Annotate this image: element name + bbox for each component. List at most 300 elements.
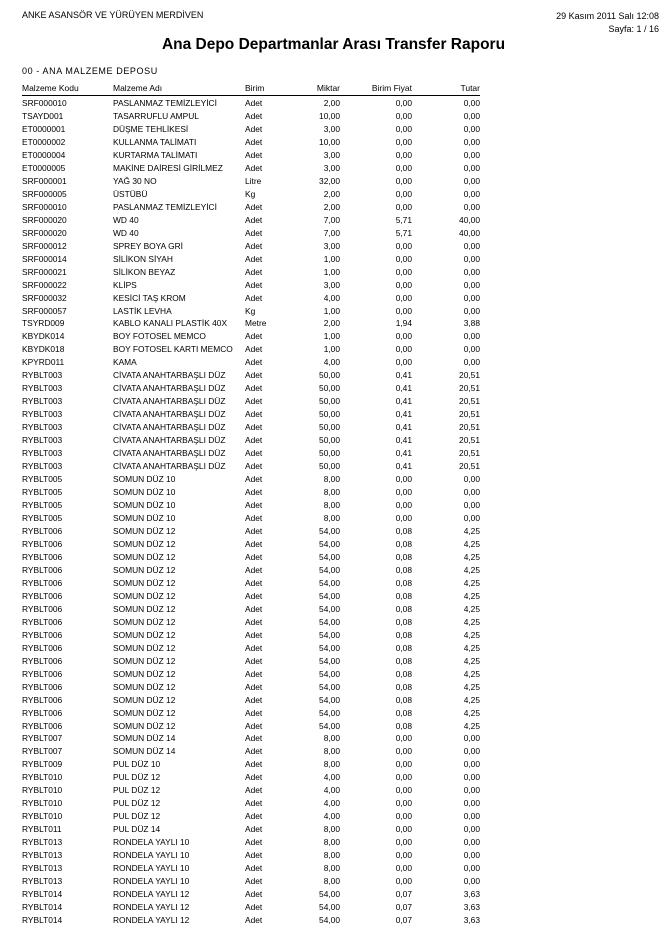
material-code-cell: RYBLT005 [22, 500, 63, 511]
quantity-cell: 8,00 [323, 837, 340, 848]
total-cell: 0,00 [463, 266, 480, 277]
quantity-cell: 54,00 [319, 720, 340, 731]
quantity-cell: 54,00 [319, 668, 340, 679]
unit-price-cell: 0,07 [395, 915, 412, 926]
total-cell: 3,63 [463, 902, 480, 913]
unit-price-cell: 0,00 [395, 305, 412, 316]
quantity-cell: 50,00 [319, 461, 340, 472]
material-name-cell: SOMUN DÜZ 12 [113, 629, 176, 640]
material-name-cell: SOMUN DÜZ 12 [113, 525, 176, 536]
quantity-cell: 8,00 [323, 733, 340, 744]
material-code-cell: RYBLT006 [22, 525, 63, 536]
table-row [22, 369, 480, 382]
unit-price-cell: 0,00 [395, 837, 412, 848]
total-cell: 0,00 [463, 344, 480, 355]
material-name-cell: SOMUN DÜZ 12 [113, 694, 176, 705]
material-code-cell: SRF000032 [22, 292, 67, 303]
total-cell: 0,00 [463, 188, 480, 199]
unit-cell: Adet [245, 642, 263, 653]
quantity-cell: 54,00 [319, 915, 340, 926]
total-cell: 3,63 [463, 889, 480, 900]
quantity-cell: 8,00 [323, 487, 340, 498]
material-code-cell: RYBLT005 [22, 487, 63, 498]
material-code-cell: RYBLT010 [22, 811, 63, 822]
material-code-cell: RYBLT006 [22, 590, 63, 601]
table-row [22, 434, 480, 447]
total-cell: 0,00 [463, 811, 480, 822]
report-title: Ana Depo Departmanlar Arası Transfer Raporu [161, 36, 506, 53]
material-code-cell: ET0000002 [22, 136, 66, 147]
total-cell: 3,88 [463, 318, 480, 329]
unit-price-cell: 5,71 [395, 214, 412, 225]
total-cell: 0,00 [463, 759, 480, 770]
material-code-cell: SRF000021 [22, 266, 67, 277]
quantity-cell: 4,00 [323, 798, 340, 809]
quantity-cell: 3,00 [323, 240, 340, 251]
unit-price-cell: 0,00 [395, 863, 412, 874]
total-cell: 3,63 [463, 915, 480, 926]
table-row [22, 460, 480, 473]
unit-price-cell: 0,00 [395, 279, 412, 290]
total-cell: 4,25 [463, 720, 480, 731]
unit-price-cell: 0,00 [395, 733, 412, 744]
quantity-cell: 2,00 [323, 201, 340, 212]
table-row [22, 810, 480, 823]
total-cell: 0,00 [463, 863, 480, 874]
table-row [22, 356, 480, 369]
material-code-cell: RYBLT006 [22, 681, 63, 692]
unit-cell: Adet [245, 162, 263, 173]
unit-cell: Adet [245, 448, 263, 459]
quantity-cell: 54,00 [319, 902, 340, 913]
table-row [22, 590, 480, 603]
total-cell: 4,25 [463, 603, 480, 614]
quantity-cell: 7,00 [323, 227, 340, 238]
material-name-cell: MAKİNE DAİRESİ GİRİLMEZ [113, 162, 223, 173]
material-name-cell: CİVATA ANAHTARBAŞLI DÜZ [113, 422, 226, 433]
total-cell: 0,00 [463, 785, 480, 796]
material-name-cell: SOMUN DÜZ 12 [113, 681, 176, 692]
unit-cell: Adet [245, 409, 263, 420]
unit-cell: Adet [245, 344, 263, 355]
unit-cell: Adet [245, 331, 263, 342]
material-code-cell: RYBLT014 [22, 902, 63, 913]
material-name-cell: SOMUN DÜZ 12 [113, 564, 176, 575]
column-header-name: Malzeme Adı [113, 83, 163, 93]
total-cell: 0,00 [463, 123, 480, 134]
material-code-cell: RYBLT003 [22, 409, 63, 420]
material-code-cell: RYBLT003 [22, 396, 63, 407]
quantity-cell: 4,00 [323, 292, 340, 303]
table-row [22, 914, 480, 927]
material-code-cell: RYBLT014 [22, 889, 63, 900]
table-row [22, 551, 480, 564]
unit-cell: Adet [245, 798, 263, 809]
unit-price-cell: 0,00 [395, 824, 412, 835]
material-code-cell: ET0000005 [22, 162, 66, 173]
material-name-cell: SOMUN DÜZ 12 [113, 707, 176, 718]
total-cell: 0,00 [463, 487, 480, 498]
table-row [22, 836, 480, 849]
report-meta [556, 10, 659, 36]
total-cell: 20,51 [459, 409, 480, 420]
unit-cell: Adet [245, 435, 263, 446]
material-code-cell: RYBLT006 [22, 616, 63, 627]
total-cell: 0,00 [463, 98, 480, 108]
table-row [22, 681, 480, 694]
unit-price-cell: 0,00 [395, 149, 412, 160]
table-row [22, 642, 480, 655]
unit-price-cell: 0,00 [395, 162, 412, 173]
unit-price-cell: 0,41 [395, 409, 412, 420]
material-name-cell: RONDELA YAYLI 10 [113, 863, 190, 874]
quantity-cell: 54,00 [319, 694, 340, 705]
material-name-cell: DÜŞME TEHLİKESİ [113, 123, 189, 134]
unit-cell: Adet [245, 837, 263, 848]
quantity-cell: 8,00 [323, 824, 340, 835]
table-row [22, 292, 480, 305]
total-cell: 0,00 [463, 110, 480, 121]
total-cell: 0,00 [463, 824, 480, 835]
unit-price-cell: 0,00 [395, 266, 412, 277]
material-name-cell: WD 40 [113, 227, 139, 238]
table-header [22, 82, 480, 96]
material-name-cell: RONDELA YAYLI 10 [113, 850, 190, 861]
quantity-cell: 4,00 [323, 357, 340, 368]
quantity-cell: 1,00 [323, 253, 340, 264]
table-row [22, 538, 480, 551]
material-code-cell: SRF000010 [22, 98, 67, 108]
total-cell: 20,51 [459, 370, 480, 381]
material-code-cell: RYBLT006 [22, 720, 63, 731]
unit-cell: Adet [245, 461, 263, 472]
unit-cell: Adet [245, 266, 263, 277]
total-cell: 0,00 [463, 149, 480, 160]
material-code-cell: RYBLT006 [22, 707, 63, 718]
unit-price-cell: 0,00 [395, 772, 412, 783]
table-row [22, 849, 480, 862]
table-row [22, 745, 480, 758]
unit-price-cell: 0,00 [395, 240, 412, 251]
unit-cell: Adet [245, 357, 263, 368]
table-row [22, 668, 480, 681]
unit-price-cell: 0,00 [395, 798, 412, 809]
table-row [22, 486, 480, 499]
unit-cell: Litre [245, 175, 262, 186]
total-cell: 4,25 [463, 538, 480, 549]
unit-cell: Adet [245, 629, 263, 640]
table-row [22, 149, 480, 162]
unit-price-cell: 0,08 [395, 668, 412, 679]
unit-cell: Adet [245, 707, 263, 718]
unit-price-cell: 5,71 [395, 227, 412, 238]
quantity-cell: 54,00 [319, 707, 340, 718]
unit-price-cell: 0,00 [395, 811, 412, 822]
table-row [22, 175, 480, 188]
material-name-cell: CİVATA ANAHTARBAŞLI DÜZ [113, 383, 226, 394]
unit-cell: Adet [245, 681, 263, 692]
total-cell: 4,25 [463, 642, 480, 653]
quantity-cell: 2,00 [323, 98, 340, 108]
material-name-cell: SOMUN DÜZ 12 [113, 577, 176, 588]
unit-cell: Adet [245, 694, 263, 705]
unit-price-cell: 0,41 [395, 461, 412, 472]
quantity-cell: 50,00 [319, 448, 340, 459]
quantity-cell: 8,00 [323, 850, 340, 861]
total-cell: 0,00 [463, 733, 480, 744]
material-name-cell: BOY FOTOSEL KARTI MEMCO [113, 344, 233, 355]
table-row [22, 382, 480, 395]
material-code-cell: SRF000020 [22, 227, 67, 238]
table-row [22, 629, 480, 642]
unit-cell: Adet [245, 590, 263, 601]
total-cell: 4,25 [463, 668, 480, 679]
quantity-cell: 3,00 [323, 279, 340, 290]
material-code-cell: RYBLT010 [22, 772, 63, 783]
unit-price-cell: 0,08 [395, 629, 412, 640]
material-name-cell: SOMUN DÜZ 12 [113, 538, 176, 549]
total-cell: 20,51 [459, 461, 480, 472]
material-name-cell: KABLO KANALI PLASTİK 40X [113, 318, 228, 329]
quantity-cell: 54,00 [319, 889, 340, 900]
total-cell: 0,00 [463, 798, 480, 809]
unit-cell: Adet [245, 733, 263, 744]
total-cell: 4,25 [463, 707, 480, 718]
material-name-cell: CİVATA ANAHTARBAŞLI DÜZ [113, 370, 226, 381]
table-row [22, 201, 480, 214]
table-row [22, 266, 480, 279]
unit-price-cell: 0,08 [395, 603, 412, 614]
unit-price-cell: 0,00 [395, 513, 412, 523]
total-cell: 0,00 [463, 357, 480, 368]
material-code-cell: RYBLT006 [22, 564, 63, 575]
unit-cell: Adet [245, 720, 263, 731]
unit-price-cell: 0,41 [395, 370, 412, 381]
unit-cell: Metre [245, 318, 267, 329]
quantity-cell: 54,00 [319, 577, 340, 588]
material-code-cell: RYBLT014 [22, 915, 63, 926]
unit-cell: Adet [245, 902, 263, 913]
table-row [22, 577, 480, 590]
quantity-cell: 54,00 [319, 551, 340, 562]
table-row [22, 136, 480, 149]
unit-cell: Adet [245, 279, 263, 290]
column-header-total: Tutar [460, 83, 480, 93]
unit-cell: Adet [245, 370, 263, 381]
material-code-cell: RYBLT006 [22, 668, 63, 679]
total-cell: 0,00 [463, 162, 480, 173]
quantity-cell: 54,00 [319, 603, 340, 614]
unit-price-cell: 0,00 [395, 785, 412, 796]
total-cell: 4,25 [463, 681, 480, 692]
material-name-cell: PASLANMAZ TEMİZLEYİCİ [113, 201, 217, 212]
material-code-cell: RYBLT006 [22, 629, 63, 640]
material-name-cell: SOMUN DÜZ 10 [113, 500, 176, 511]
material-name-cell: SOMUN DÜZ 12 [113, 642, 176, 653]
material-name-cell: SOMUN DÜZ 14 [113, 746, 176, 757]
material-name-cell: CİVATA ANAHTARBAŞLI DÜZ [113, 435, 226, 446]
material-code-cell: RYBLT003 [22, 461, 63, 472]
material-name-cell: PUL DÜZ 12 [113, 772, 161, 783]
material-name-cell: RONDELA YAYLI 10 [113, 876, 190, 887]
unit-cell: Adet [245, 824, 263, 835]
material-name-cell: RONDELA YAYLI 12 [113, 902, 190, 913]
quantity-cell: 4,00 [323, 785, 340, 796]
material-name-cell: PUL DÜZ 14 [113, 824, 161, 835]
table-row [22, 447, 480, 460]
quantity-cell: 50,00 [319, 422, 340, 433]
unit-cell: Kg [245, 305, 256, 316]
total-cell: 0,00 [463, 175, 480, 186]
unit-price-cell: 0,00 [395, 98, 412, 108]
unit-price-cell: 0,00 [395, 292, 412, 303]
total-cell: 4,25 [463, 590, 480, 601]
unit-cell: Adet [245, 876, 263, 887]
quantity-cell: 8,00 [323, 746, 340, 757]
quantity-cell: 50,00 [319, 435, 340, 446]
quantity-cell: 54,00 [319, 590, 340, 601]
unit-price-cell: 0,00 [395, 500, 412, 511]
table-row [22, 901, 480, 914]
material-name-cell: CİVATA ANAHTARBAŞLI DÜZ [113, 461, 226, 472]
table-row [22, 395, 480, 408]
table-row [22, 110, 480, 123]
table-row [22, 408, 480, 421]
table-row [22, 707, 480, 720]
material-code-cell: RYBLT005 [22, 513, 63, 523]
unit-price-cell: 0,00 [395, 474, 412, 485]
material-code-cell: ET0000001 [22, 123, 66, 134]
quantity-cell: 8,00 [323, 500, 340, 511]
total-cell: 20,51 [459, 448, 480, 459]
material-name-cell: TASARRUFLU AMPUL [113, 110, 199, 121]
material-name-cell: PASLANMAZ TEMİZLEYİCİ [113, 98, 217, 108]
table-row [22, 279, 480, 292]
unit-price-cell: 0,08 [395, 681, 412, 692]
material-code-cell: KBYDK018 [22, 344, 65, 355]
material-name-cell: SOMUN DÜZ 12 [113, 603, 176, 614]
material-name-cell: SOMUN DÜZ 12 [113, 616, 176, 627]
material-name-cell: KLİPS [113, 279, 137, 290]
table-row [22, 564, 480, 577]
material-name-cell: RONDELA YAYLI 10 [113, 837, 190, 848]
total-cell: 20,51 [459, 422, 480, 433]
table-row [22, 123, 480, 136]
unit-cell: Adet [245, 746, 263, 757]
material-name-cell: PUL DÜZ 10 [113, 759, 161, 770]
total-cell: 0,00 [463, 837, 480, 848]
total-cell: 0,00 [463, 253, 480, 264]
unit-price-cell: 0,07 [395, 902, 412, 913]
unit-price-cell: 0,00 [395, 850, 412, 861]
unit-price-cell: 0,00 [395, 175, 412, 186]
material-code-cell: RYBLT006 [22, 642, 63, 653]
quantity-cell: 8,00 [323, 863, 340, 874]
unit-cell: Kg [245, 188, 256, 199]
unit-cell: Adet [245, 149, 263, 160]
unit-price-cell: 0,41 [395, 435, 412, 446]
unit-cell: Adet [245, 110, 263, 121]
total-cell: 0,00 [463, 850, 480, 861]
material-code-cell: RYBLT011 [22, 824, 62, 835]
material-code-cell: TSYRD009 [22, 318, 65, 329]
total-cell: 0,00 [463, 772, 480, 783]
material-code-cell: SRF000012 [22, 240, 67, 251]
material-name-cell: KAMA [113, 357, 137, 368]
table-row [22, 525, 480, 538]
table-row [22, 758, 480, 771]
material-code-cell: RYBLT003 [22, 370, 63, 381]
unit-price-cell: 0,08 [395, 538, 412, 549]
table-row [22, 343, 480, 356]
column-header-quantity: Miktar [316, 83, 340, 93]
total-cell: 0,00 [463, 876, 480, 887]
material-name-cell: LASTİK LEVHA [113, 305, 172, 316]
unit-price-cell: 0,08 [395, 642, 412, 653]
material-code-cell: RYBLT005 [22, 474, 63, 485]
material-name-cell: KESİCİ TAŞ KROM [113, 292, 186, 303]
unit-cell: Adet [245, 474, 263, 485]
unit-cell: Adet [245, 240, 263, 251]
unit-price-cell: 0,00 [395, 357, 412, 368]
quantity-cell: 54,00 [319, 681, 340, 692]
material-code-cell: SRF000005 [22, 188, 67, 199]
total-cell: 4,25 [463, 525, 480, 536]
unit-price-cell: 0,00 [395, 110, 412, 121]
material-name-cell: SİLİKON BEYAZ [113, 266, 176, 277]
unit-price-cell: 0,08 [395, 720, 412, 731]
unit-cell: Adet [245, 538, 263, 549]
total-cell: 0,00 [463, 500, 480, 511]
unit-price-cell: 0,08 [395, 616, 412, 627]
unit-price-cell: 0,00 [395, 253, 412, 264]
unit-price-cell: 0,00 [395, 331, 412, 342]
total-cell: 0,00 [463, 305, 480, 316]
material-code-cell: SRF000022 [22, 279, 67, 290]
quantity-cell: 32,00 [319, 175, 340, 186]
quantity-cell: 50,00 [319, 383, 340, 394]
quantity-cell: 54,00 [319, 655, 340, 666]
material-name-cell: CİVATA ANAHTARBAŞLI DÜZ [113, 396, 226, 407]
unit-cell: Adet [245, 500, 263, 511]
page-indicator: Sayfa: 1 / 16 [608, 24, 659, 34]
unit-cell: Adet [245, 253, 263, 264]
unit-cell: Adet [245, 863, 263, 874]
table-row [22, 888, 480, 901]
material-code-cell: SRF000010 [22, 201, 67, 212]
material-code-cell: SRF000001 [22, 175, 67, 186]
unit-cell: Adet [245, 551, 263, 562]
table-row [22, 823, 480, 836]
unit-cell: Adet [245, 668, 263, 679]
material-code-cell: RYBLT006 [22, 577, 63, 588]
quantity-cell: 54,00 [319, 525, 340, 536]
unit-price-cell: 0,08 [395, 707, 412, 718]
unit-cell: Adet [245, 564, 263, 575]
total-cell: 0,00 [463, 136, 480, 147]
total-cell: 4,25 [463, 616, 480, 627]
unit-cell: Adet [245, 850, 263, 861]
material-code-cell: RYBLT006 [22, 694, 63, 705]
table-row [22, 421, 480, 434]
material-code-cell: RYBLT007 [22, 746, 63, 757]
unit-price-cell: 0,08 [395, 577, 412, 588]
quantity-cell: 54,00 [319, 616, 340, 627]
unit-cell: Adet [245, 772, 263, 783]
unit-price-cell: 0,00 [395, 201, 412, 212]
unit-price-cell: 0,00 [395, 344, 412, 355]
total-cell: 0,00 [463, 292, 480, 303]
